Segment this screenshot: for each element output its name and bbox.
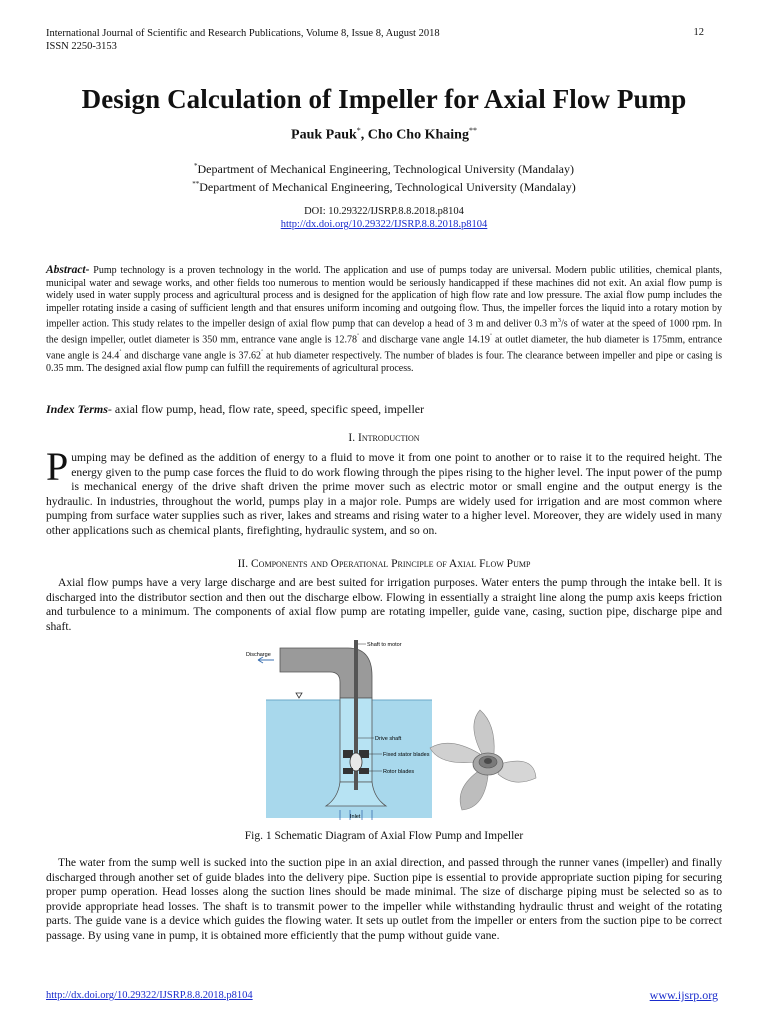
- label-inlet: Inlet: [350, 814, 361, 820]
- author-1: Pauk Pauk: [291, 127, 357, 143]
- abstract-label: Abstract-: [46, 264, 90, 276]
- section-heading-introduction: I. Introduction: [348, 432, 420, 444]
- abstract-degree-2: ˚: [489, 333, 493, 341]
- abstract-text-3: and discharge vane angle 14.19: [359, 334, 490, 346]
- author-separator: ,: [360, 127, 368, 143]
- affiliation-1-text: Department of Mechanical Engineering, Technological University (Mandalay): [197, 162, 574, 176]
- footer-doi-link[interactable]: http://dx.doi.org/10.29322/IJSRP.8.8.2018.p8104: [46, 990, 253, 1001]
- affiliations: [0, 159, 768, 195]
- drop-cap: P: [46, 444, 69, 489]
- paragraph-introduction-text: umping may be defined as the addition of energy to a fluid to move it from one point to another or to raise it to the required height. The energy given to the pump case forces the fluid to do work flowing through the pipes rising to the higher level. The input power of the pump is mechanical energy of the drive shaft driven the prime mover such as electric motor or small engine and the output energy is the hydraulic. In industries, throughout the world, pumps play in a major role. Pumps are widely used for irrigation and are most common where pumping from surface water supplies such as river, lakes and streams and rising water to a higher level. Moreover, they are widely used in many other applications such as chemical plants, firefighting, hydraulic system, and so on.: [46, 451, 722, 537]
- abstract-degree-4: ˚: [260, 349, 264, 357]
- figure-caption: Fig. 1 Schematic Diagram of Axial Flow Pump and Impeller: [244, 830, 524, 842]
- paper-title: Design Calculation of Impeller for Axial Flow Pump: [81, 84, 687, 114]
- impeller-photo: [430, 710, 536, 810]
- rotor-blade-right: [359, 768, 369, 774]
- paragraph-introduction: [46, 444, 722, 539]
- label-rotor-blades: Rotor blades: [383, 769, 415, 775]
- discharge-elbow: [280, 648, 372, 698]
- index-terms-label: Index Terms: [46, 402, 108, 416]
- author-1-mark: *: [356, 126, 361, 135]
- water-level-marker: [296, 693, 302, 698]
- abstract: [46, 264, 722, 376]
- abstract-text-5: and discharge vane angle is 37.62: [121, 350, 261, 362]
- abstract-degree-1: ˚: [356, 333, 360, 341]
- abstract-degree-3: ˚: [119, 349, 122, 357]
- footer: [46, 990, 722, 1001]
- index-terms-text: - axial flow pump, head, flow rate, speed, specific speed, impeller: [107, 402, 425, 416]
- section-heading-components: II. Components and Operational Principle of Axial Flow Pump: [237, 558, 531, 570]
- author-2-mark: **: [468, 126, 477, 135]
- paragraph-components: Axial flow pumps have a very large discharge and are best suited for irrigation purposes. Water enters the pump through the intake bell. It is discharged into the distributor section and then out the discharge elbow. Flowing in essentially a straight line along the pump axis keeps friction and turbulence to a minimum. The components of axial flow pump are rotating impeller, guide vane, casing, suction pipe, discharge pipe and shaft.: [46, 576, 722, 633]
- journal-header: [46, 27, 440, 53]
- authors: [0, 126, 768, 144]
- label-shaft-to-motor: Shaft to motor: [367, 642, 402, 648]
- affiliation-2: [0, 177, 768, 195]
- doi-link[interactable]: http://dx.doi.org/10.29322/IJSRP.8.8.2018.p8104: [280, 219, 488, 230]
- doi-block: [0, 205, 768, 231]
- abstract-text-4: at outlet diameter, the hub diameter is 175mm, entrance vane angle is 24.4: [46, 334, 723, 362]
- abstract-text-6: at hub diameter respectively. The number of blades is four. The clearance between impeller and pipe or casing is 0.35 mm. The designed axial flow pump can fulfill the requirements of agricultural process.: [46, 350, 722, 375]
- issn: ISSN 2250-3153: [46, 41, 117, 52]
- journal-line: International Journal of Scientific and Research Publications, Volume 8, Issue 8, August 2018: [46, 28, 440, 39]
- affiliation-1-mark: *: [194, 162, 198, 170]
- abstract-text-2: /s of water at the speed of 1000 rpm. In the design impeller, outlet diameter is 350 mm, entrance vane angle is 12.78: [46, 318, 722, 346]
- index-terms: [46, 402, 722, 417]
- rotor-blade-left: [343, 768, 353, 774]
- label-fixed-stator-blades: Fixed stator blades: [383, 752, 430, 758]
- affiliation-2-mark: **: [192, 180, 200, 188]
- figure-pump-impeller: [244, 638, 538, 820]
- label-discharge: Discharge: [246, 652, 271, 658]
- footer-site-link[interactable]: www.ijsrp.org: [649, 988, 718, 1002]
- author-2: Cho Cho Khaing: [367, 127, 469, 143]
- abstract-text-1: Pump technology is a proven technology in the world. The application and use of pumps today are universal. Modern public utilities, chemical plants, municipal water and sewage works, and other fields too numerous to mention would be seriously handicapped if these machines did not exit. An axial flow pump is widely used in water supply process and agricultural process and is designed for the application of high flow rate and low pressure. The axial flow pump includes the impeller rotating inside a casing of sufficient length and that ensures uniform incoming and outgoing flow. Thus, the impeller forces the liquid into a rotary motion by impeller action. This study relates to the impeller design of axial flow pump that can develop a head of 3 m and deliver 0.3 m: [46, 265, 722, 330]
- affiliation-1: [0, 159, 768, 177]
- page-number: 12: [693, 27, 704, 38]
- paragraph-operation: The water from the sump well is sucked into the suction pipe in an axial direction, and passed through the runner vanes (impeller) and finally discharged through another set of guide blades into the delivery pipe. Suction pipe is essential to provide appropriate suction piping for securing proper pump operation. Head losses along the suction lines should be made minimal. The size of discharge piping must be selected so as to provide appropriate head losses. The shaft is to transmit power to the impeller while withstanding hydraulic thrust and weight of the rotating parts. The guide vane is a device which guides the flowing water. It sets up outlet from the impeller or enters from the suction pipe to be correct passage. By using vane in pump, it is obtained more efficiently that the pump without guide vane.: [46, 856, 722, 942]
- affiliation-2-text: Department of Mechanical Engineering, Technological University (Mandalay): [199, 180, 576, 194]
- label-drive-shaft: Drive shaft: [375, 736, 402, 742]
- abstract-sup-3: 3: [557, 317, 561, 325]
- doi-text: DOI: 10.29322/IJSRP.8.8.2018.p8104: [304, 206, 464, 217]
